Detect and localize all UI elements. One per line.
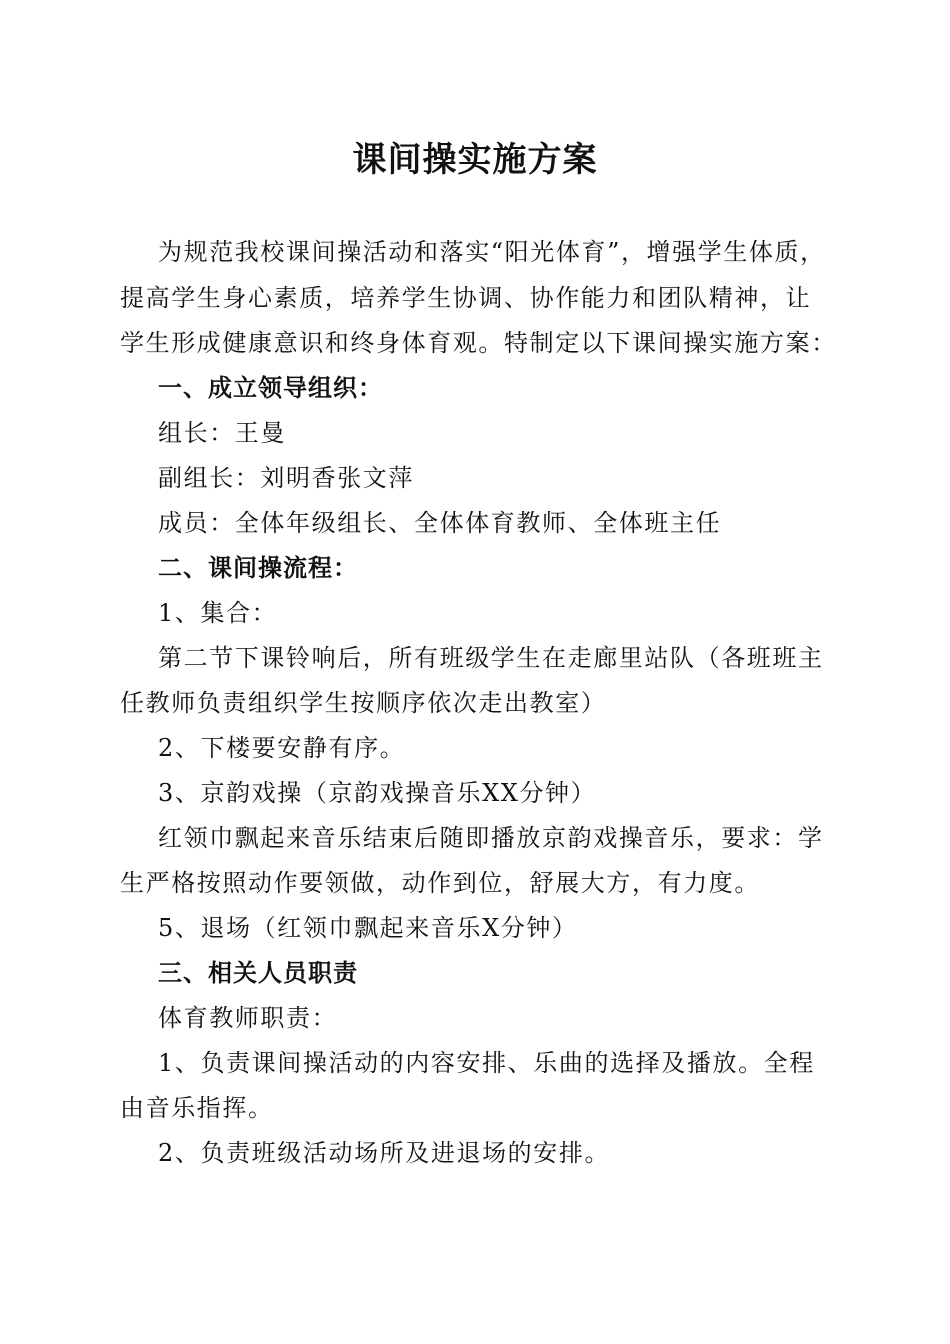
duty-2-line: 2、负责班级活动场所及进退场的安排。 [158, 1139, 611, 1167]
duty-1-line-2: 由音乐指挥。 [120, 1094, 274, 1122]
step-3-detail-line-1: 红领巾飘起来音乐结束后随即播放京韵戏操音乐，要求：学 [158, 824, 824, 852]
intro-line-3: 学生形成健康意识和终身体育观。特制定以下课间操实施方案： [120, 329, 837, 357]
step-3-line: 3、京韵戏操（京韵戏操音乐XX分钟） [158, 779, 597, 807]
step-3-detail-line-2: 生严格按照动作要领做，动作到位，舒展大方，有力度。 [120, 869, 760, 897]
pe-teacher-duties-line: 体育教师职责： [158, 1004, 338, 1032]
deputy-leader-line: 副组长：刘明香张文萍 [158, 464, 414, 492]
duty-1-line-1: 1、负责课间操活动的内容安排、乐曲的选择及播放。全程 [158, 1049, 815, 1077]
intro-line-2: 提高学生身心素质，培养学生协调、协作能力和团队精神，让 [120, 284, 812, 312]
step-2-line: 2、下楼要安静有序。 [158, 734, 406, 762]
intro-line-1: 为规范我校课间操活动和落实“阳光体育”，增强学生体质， [158, 238, 826, 266]
document-title: 课间操实施方案 [352, 140, 598, 180]
section-heading-3: 三、相关人员职责 [158, 959, 358, 987]
leader-line: 组长：王曼 [158, 419, 286, 447]
step-1-detail-line-2: 任教师负责组织学生按顺序依次走出教室） [120, 689, 607, 717]
step-5-line: 5、退场（红领巾飘起来音乐X分钟） [158, 914, 578, 942]
section-heading-1: 一、成立领导组织： [158, 374, 383, 402]
step-1-detail-line-1: 第二节下课铃响后，所有班级学生在走廊里站队（各班班主 [158, 644, 824, 672]
step-1-line: 1、集合： [158, 599, 278, 627]
section-heading-2: 二、课间操流程： [158, 554, 358, 582]
members-line: 成员：全体年级组长、全体体育教师、全体班主任 [158, 509, 722, 537]
